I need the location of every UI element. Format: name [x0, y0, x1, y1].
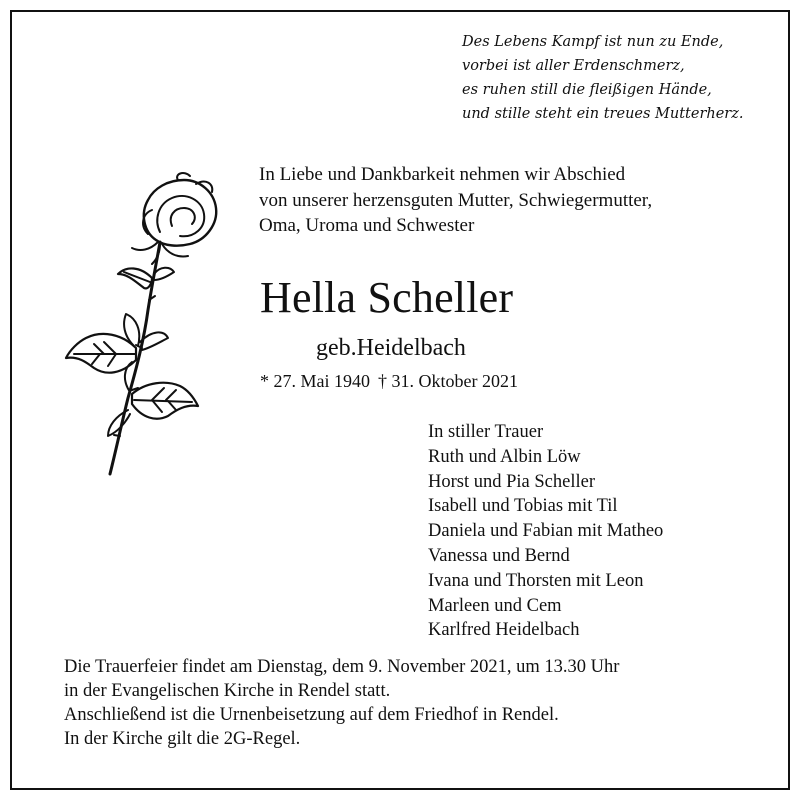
deceased-name: Hella Scheller — [260, 273, 514, 322]
death-date: † 31. Oktober 2021 — [378, 371, 518, 391]
funeral-notice — [64, 655, 764, 751]
intro-line: In Liebe und Dankbarkeit nehmen wir Abschied — [259, 164, 626, 185]
notice-line: in der Evangelischen Kirche in Rendel statt. — [64, 681, 391, 701]
rose-icon — [56, 170, 236, 490]
poem-line: und stille steht ein treues Mutterherz. — [462, 106, 744, 122]
poem — [462, 30, 762, 126]
mourner-line: Isabell und Tobias mit Til — [428, 496, 618, 517]
mourner-line: Ivana und Thorsten mit Leon — [428, 570, 644, 591]
poem-line: vorbei ist aller Erdenschmerz, — [462, 58, 685, 74]
birth-name: geb.Heidelbach — [316, 335, 466, 361]
notice-line: In der Kirche gilt die 2G-Regel. — [64, 729, 301, 749]
mourner-line: In stiller Trauer — [428, 422, 544, 442]
notice-line: Die Trauerfeier findet am Dienstag, dem 9. November 2021, um 13.30 Uhr — [64, 657, 620, 677]
mourner-line: Vanessa und Bernd — [428, 545, 570, 566]
mourner-line: Daniela und Fabian mit Matheo — [428, 521, 664, 542]
poem-line: es ruhen still die fleißigen Hände, — [462, 82, 712, 98]
mourner-line: Horst und Pia Scheller — [428, 471, 595, 492]
birth-date: * 27. Mai 1940 — [260, 371, 370, 391]
poem-line: Des Lebens Kampf ist nun zu Ende, — [462, 34, 724, 50]
life-dates — [260, 368, 518, 394]
mourner-line: Karlfred Heidelbach — [428, 620, 580, 641]
intro-line: Oma, Uroma und Schwester — [259, 215, 475, 236]
mourners-list — [428, 420, 768, 643]
intro-line: von unserer herzensguten Mutter, Schwiegermutter, — [259, 189, 653, 211]
mourner-line: Ruth und Albin Löw — [428, 446, 581, 467]
intro-text — [259, 162, 779, 239]
mourner-line: Marleen und Cem — [428, 595, 562, 616]
notice-line: Anschließend ist die Urnenbeisetzung auf dem Friedhof in Rendel. — [64, 705, 559, 725]
